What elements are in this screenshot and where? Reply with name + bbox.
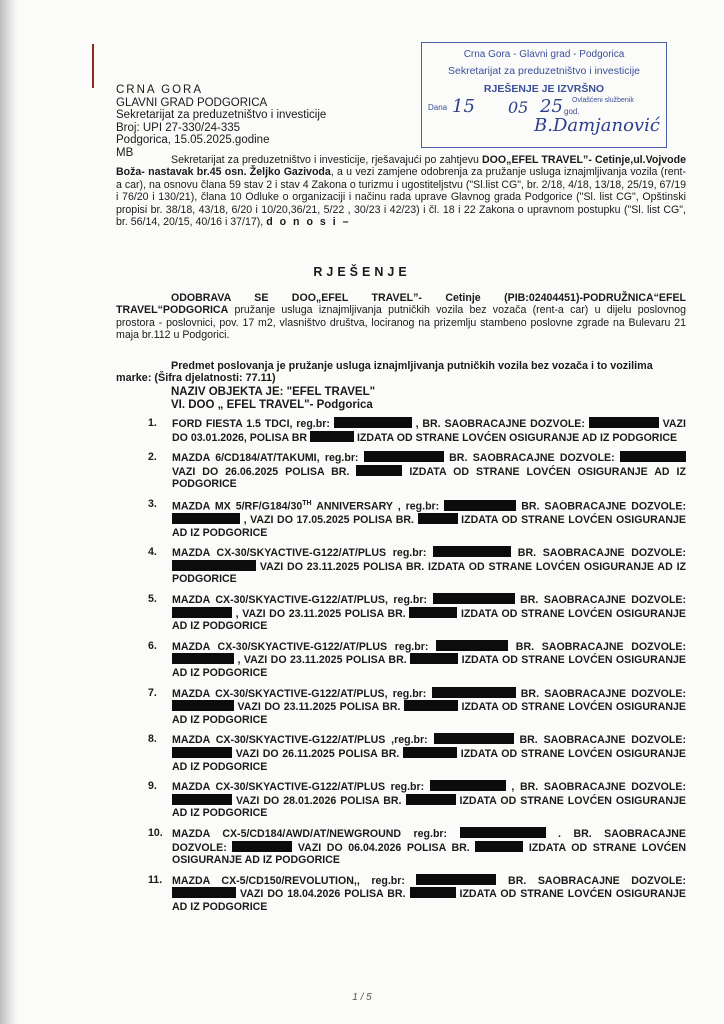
approval-paragraph [116,292,686,342]
vehicle-license-label: BR. SAOBRACAJNE DOZVOLE: [520,687,686,700]
vehicle-model-sup: TH [302,499,312,507]
vehicle-model: MAZDA CX-5/CD184/AWD/AT/NEWGROUND reg.br: [172,827,448,840]
vehicle-number: 9. [148,780,157,793]
vehicle-license-label: BR. SAOBRACAJNE DOZVOLE: [508,874,686,887]
vehicle-validity: VAZI DO 23.11.2025 POLISA BR. IZDATA OD STRANE LOVĆEN [259,560,581,573]
vehicle-model: MAZDA CX-30/SKYACTIVE-G122/AT/PLUS ,reg.br: [172,734,428,747]
redaction-box [406,794,456,805]
vehicle-license-label: BR. SAOBRACAJNE DOZVOLE: [521,500,686,513]
vehicle-model: MAZDA CX-30/SKYACTIVE-G122/AT/PLUS reg.br: [172,640,429,653]
redaction-box [172,513,240,524]
vehicle-validity: , VAZI DO 17.05.2025 POLISA BR. [243,514,414,527]
vehicle-model-cont: ANNIVERSARY , reg.br: [311,500,440,513]
stamp-line-3: RJEŠENJE JE IZVRŠNO [483,83,605,95]
stamp-year: 25 [540,96,563,117]
redaction-box [172,560,256,571]
vehicle-model: MAZDA 6/CD184/AT/TAKUMI, reg.br: [172,452,359,465]
vehicle-item [148,780,686,820]
header-initials: MB [116,146,134,159]
redaction-box [172,653,234,664]
vehicle-license-label: BR. SAOBRACAJNE DOZVOLE: [519,734,686,747]
scan-binding-shadow [0,0,18,1024]
vehicle-item [148,687,686,727]
redaction-box [460,827,546,838]
header-country: CRNA GORA [116,84,204,96]
vehicle-item [148,827,686,867]
vehicle-license-label: . BR. SAOBRACAJNE DOZVOLE: [172,827,686,854]
vehicle-validity: VAZI DO 23.11.2025 POLISA BR. [237,701,401,714]
vehicle-validity: , VAZI DO 23.11.2025 POLISA BR. [237,654,407,667]
vehicle-number: 2. [148,451,157,464]
vehicle-insurer: OSIGURANJE AD IZ PODGORICE [172,560,686,586]
vehicle-insurer: IZDATA OD STRANE LOVĆEN OSIGURANJE AD IZ PODGORICE [172,888,686,913]
redaction-box [430,780,506,791]
vehicle-license-label: BR. SAOBRACAJNE DOZVOLE: [515,640,686,653]
vehicle-item [148,593,686,633]
vehicle-number: 7. [148,686,157,699]
redaction-box [172,700,234,711]
vehicle-number: 6. [148,639,157,652]
vehicle-model: MAZDA CX-5/CD150/REVOLUTION,, reg.br: [172,874,405,887]
object-name-line: NAZIV OBJEKTA JE: "EFEL TRAVEL" [171,386,376,398]
intro-text-1: Sekretarijat za preduzetništvo i investicije, rješavajući po zahtjevu [171,154,483,166]
vehicle-number: 4. [148,546,157,559]
vehicle-list [148,417,686,921]
pen-mark [92,44,94,88]
vehicle-validity: , VAZI DO 23.11.2025 POLISA BR. [235,607,406,620]
intro-text-2: , a u vezi zamjene odobrenja za pružanje usluga iznajmljivanja vozila (rent-a car), na osnovu člana 59 stav 2 i stav 4 Zakona o turizmu i ugostiteljstvu ("Sl.list CG", br. 2/18, 4/18, 13/18, 25/19, 67/19 i 76/20 i 130/21), člana 10 Odluke o organizaciji i načinu rada uprave Glavnog grada Podgorice ("Sl. list CG", Opštinski propisi br. 38/18, 43/18, 6/20 i 10/20,36/21, 5/22 , 30/23 i 42/23) i čl. 18 i 22 Zakona o upravnom postupku ("Sl. list CG", br. 56/14, 20/15, 40/16 i 37/17), [116,166,686,229]
vehicle-model: FORD FIESTA 1.5 TDCI, reg.br: [172,418,330,430]
vehicle-license-label: , BR. SAOBRACAJNE DOZVOLE: [511,781,686,794]
vehicle-insurer: IZDATA OD STRANE LOVĆEN OSIGURANJE AD IZ PODGORICE [172,701,686,726]
redaction-box [410,653,458,664]
redaction-box [432,687,516,698]
redaction-box [589,417,659,428]
redaction-box [475,841,523,852]
redaction-box [433,546,511,557]
vehicle-model: MAZDA MX 5/RF/G184/30 [172,500,303,513]
redaction-box [444,500,516,511]
stamp-dana-label: Dana [428,103,448,112]
header-number: Broj: UPI 27-330/24-335 [116,121,241,134]
vehicle-validity: VAZI DO 03.01.2026, POLISA BR [172,418,686,444]
vehicle-item [148,546,686,586]
vehicle-number: 11. [148,873,163,886]
vehicle-number: 5. [148,593,157,606]
vehicle-number: 8. [148,733,157,746]
stamp-month: 05 [508,98,529,117]
vehicle-license-label: BR. SAOBRACAJNE DOZVOLE: [517,547,686,560]
redaction-box [356,465,402,476]
redaction-box [364,451,444,462]
redaction-box [404,700,458,711]
redaction-box [433,593,515,604]
approval-text: pružanje usluga iznajmljivanja putničkih vozila bez vozača (rent-a car) u dijelu poslovnog prostora - poslovnici, pov. 17 m2, vlasništvo društva, lociranog na prizemlju stambeno poslovne zgrade na Bulevaru 21 maja br.112 u Podgorici. [116,304,686,342]
vehicle-item [148,733,686,773]
vehicle-item [148,451,686,491]
activity-text: Predmet poslovanja je pružanje usluga iznajmljivanja putničkih vozila bez vozača i to vozilima marke: (Šifra djelatnosti: 77.11) [116,360,653,385]
stamp-line-1: Crna Gora - Glavni grad - Podgorica [463,49,625,60]
redaction-box [172,887,236,898]
redaction-box [418,513,458,524]
vehicle-model: MAZDA CX-30/SKYACTIVE-G122/AT/PLUS, reg.br: [172,687,427,700]
vehicle-item [148,498,686,539]
redaction-box [409,607,457,618]
stamp-official-label: Ovlašćeni službenik [572,97,634,104]
decision-title: RJEŠENJE [313,265,411,279]
vehicle-insurer: IZDATA OD STRANE LOVĆEN OSIGURANJE AD IZ PODGORICE [356,431,678,444]
stamp-signature: B.Damjanović [534,115,660,136]
vehicle-insurer: IZDATA OD STRANE LOVĆEN OSIGURANJE AD IZ PODGORICE [172,841,687,867]
vehicle-license-label: BR. SAOBRACAJNE DOZVOLE: [520,594,687,607]
intro-paragraph [116,154,686,228]
redaction-box [403,747,457,758]
vehicle-number: 10. [148,826,163,839]
document-header [116,84,326,160]
redaction-box [434,733,514,744]
vehicle-validity: VAZI DO 18.04.2026 POLISA BR. [240,888,406,901]
redaction-box [310,431,354,442]
page-number: 1 / 5 [352,992,372,1003]
redaction-box [620,451,686,462]
redaction-box [172,794,232,805]
redaction-box [232,841,292,852]
stamp-god-label: god. [564,107,580,116]
redaction-box [172,747,232,758]
vehicle-insurer: IZDATA OD STRANE LOVĆEN OSIGURANJE AD IZ PODGORICE [172,654,686,680]
intro-applicant: DOO„EFEL TRAVEL”- Cetinje,ul.Vojvode Boža- nastavak br.45 osn. Željko Gazivoda [116,154,686,179]
vehicle-insurer: IZDATA OD STRANE LOVĆEN OSIGURANJE AD IZ PODGORICE [172,465,686,491]
object-name-block [171,386,375,412]
redaction-box [334,417,412,428]
vehicle-validity: VAZI DO 28.01.2026 POLISA BR. [236,794,402,807]
vehicle-validity: VAZI DO 06.04.2026 POLISA BR. [297,841,470,854]
enforceability-stamp [421,42,667,148]
vehicle-insurer: IZDATA OD STRANE LOVĆEN OSIGURANJE AD IZ PODGORICE [172,514,687,539]
vehicle-validity: VAZI DO 26.06.2025 POLISA BR. [172,465,350,478]
intro-donosi: d o n o s i – [266,216,351,229]
vehicle-item [148,874,686,914]
vehicle-insurer: IZDATA OD STRANE LOVĆEN OSIGURANJE AD IZ PODGORICE [172,607,686,633]
header-city: GLAVNI GRAD PODGORICA [116,96,268,109]
redaction-box [172,607,232,618]
header-place-date: Podgorica, 15.05.2025.godine [116,134,270,147]
redaction-box [410,887,456,898]
vehicle-model: MAZDA CX-30/SKYACTIVE-G122/AT/PLUS reg.br: [172,781,425,794]
object-sub-line: VI. DOO „ EFEL TRAVEL"- Podgorica [171,399,373,411]
vehicle-license-label: BR. SAOBRACAJNE DOZVOLE: [449,452,615,465]
header-office: Sekretarijat za preduzetništvo i investicije [116,109,327,122]
redaction-box [416,874,496,885]
vehicle-number: 3. [148,497,157,510]
vehicle-insurer: IZDATA OD STRANE LOVĆEN OSIGURANJE AD IZ PODGORICE [172,748,686,773]
vehicle-insurer: IZDATA OD STRANE LOVĆEN OSIGURANJE AD IZ PODGORICE [172,794,686,820]
stamp-day: 15 [452,96,475,117]
vehicle-item [148,640,686,680]
vehicle-license-label: , BR. SAOBRACAJNE DOZVOLE: [415,418,585,430]
vehicle-model: MAZDA CX-30/SKYACTIVE-G122/AT/PLUS reg.br: [172,547,427,560]
vehicle-number: 1. [148,417,157,429]
vehicle-model: MAZDA CX-30/SKYACTIVE-G122/AT/PLUS, reg.br: [172,594,427,607]
vehicle-validity: VAZI DO 26.11.2025 POLISA BR. [235,748,400,760]
vehicle-item [148,417,686,444]
stamp-line-2: Sekretarijat za preduzetništvo i investicije [447,65,640,77]
redaction-box [436,640,508,651]
activity-paragraph [116,360,686,385]
approval-company: ODOBRAVA SE DOO„EFEL TRAVEL”- Cetinje (PIB:02404451)-PODRUŽNICA“EFEL TRAVEL“PODGORICA [116,292,686,317]
